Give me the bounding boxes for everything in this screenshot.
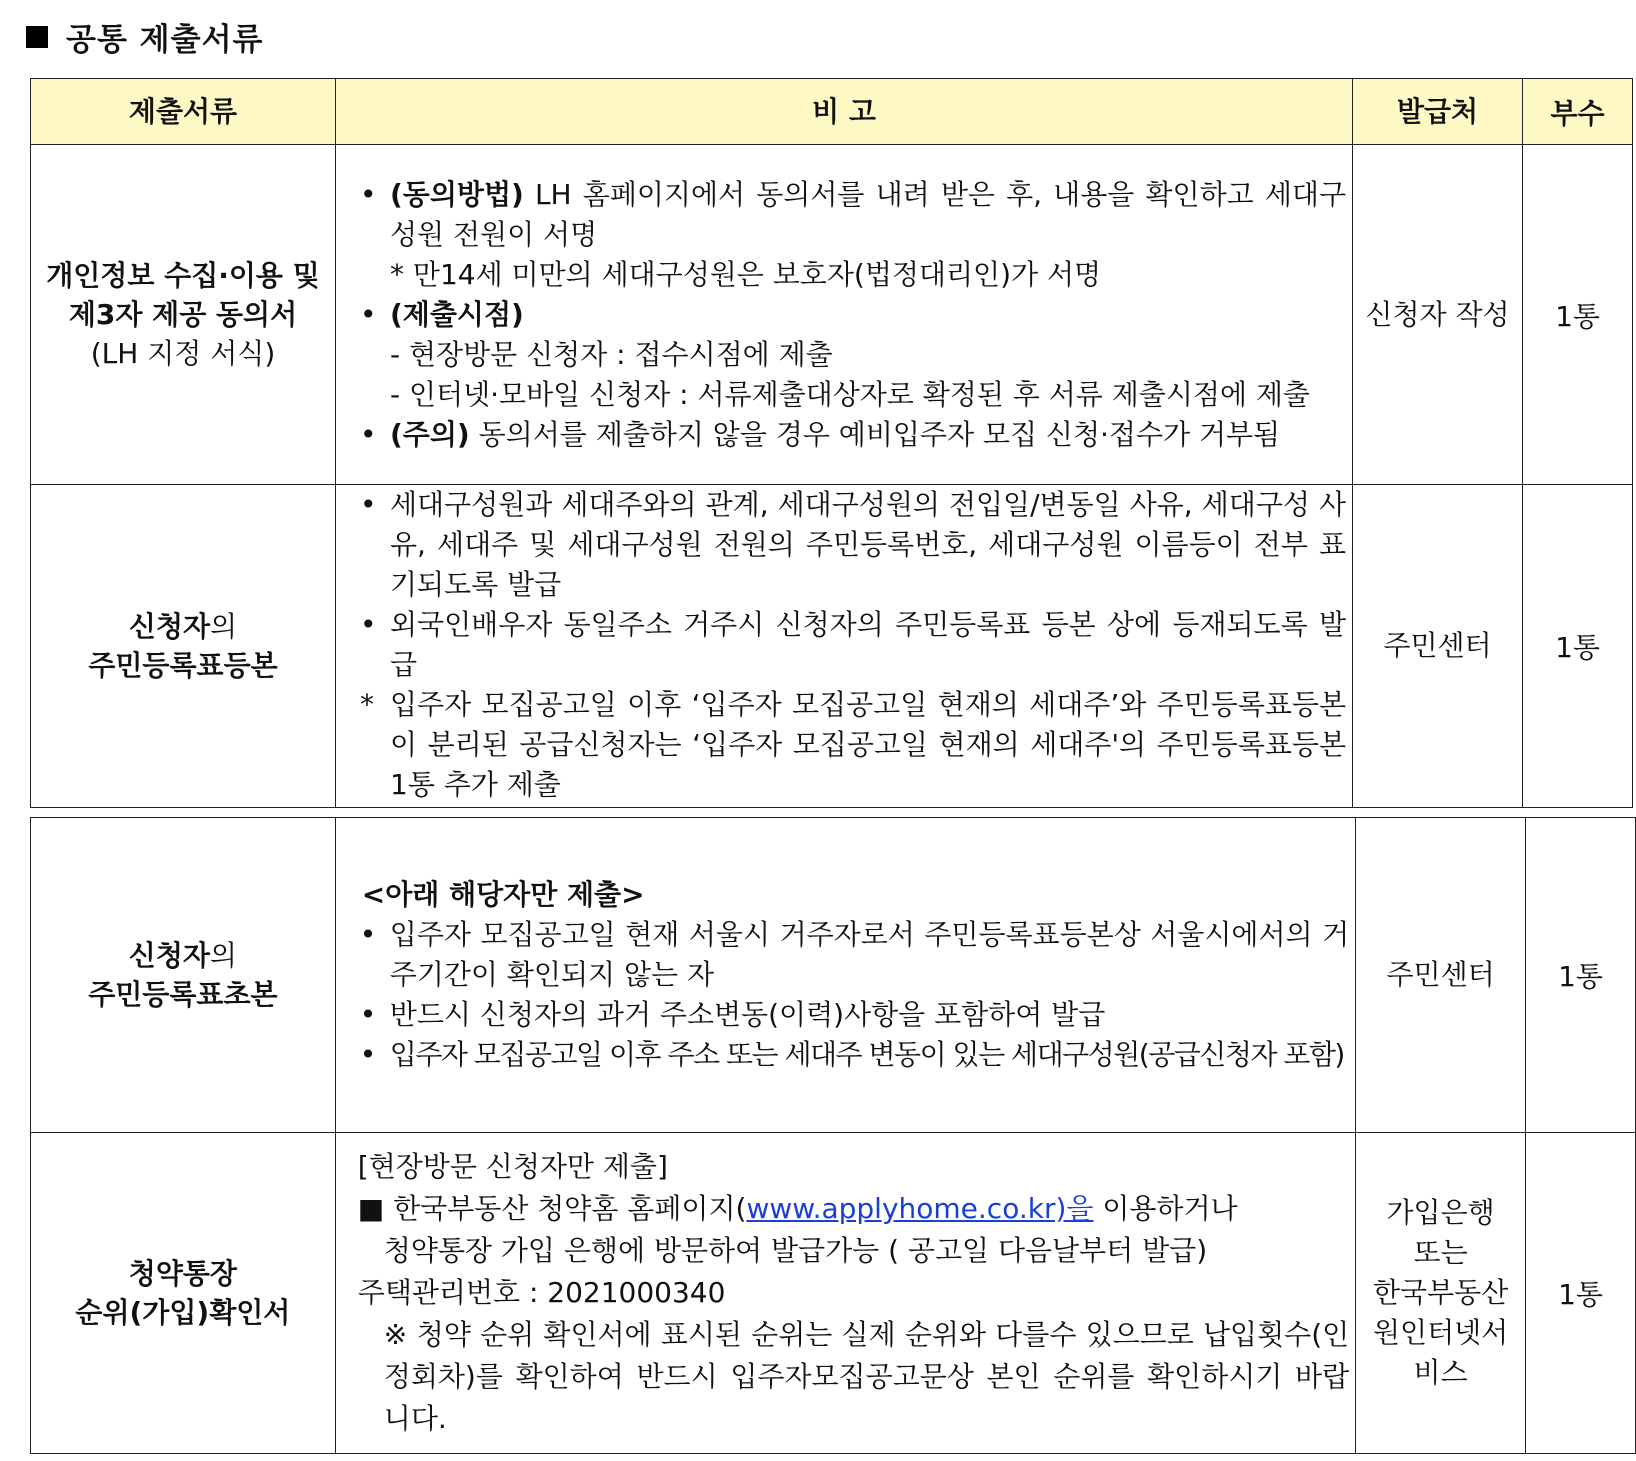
list-item (354, 605, 1346, 685)
doc-title-suffix: 의 (209, 939, 237, 972)
section-heading (26, 14, 263, 59)
issuer-cell: 주민센터 (1353, 485, 1523, 808)
list-item (354, 415, 1346, 455)
item-text: 반드시 신청자의 과거 주소변동(이력)사항을 포함하여 발급 (389, 998, 1106, 1031)
copies-cell: 1통 (1523, 485, 1633, 808)
table-row-consent (31, 145, 1633, 485)
doc-title-bold: 신청자 (128, 939, 210, 972)
issuer-cell (1356, 1133, 1526, 1454)
copies-cell: 1통 (1526, 818, 1636, 1133)
asterisk-icon: * (360, 688, 374, 721)
doc-title-line3: (LH 지정 서식) (90, 337, 276, 370)
doc-title-line1: 개인정보 수집·이용 및 (46, 259, 320, 292)
bullet-icon: • (359, 998, 377, 1031)
doc-title-suffix: 의 (210, 610, 238, 643)
issuer-line2: 또는 (1413, 1236, 1468, 1269)
item-text: 외국인배우자 동일주소 거주시 신청자의 주민등록표 등본 상에 등재되도록 발급 (390, 608, 1346, 681)
section-title: 공통 제출서류 (66, 22, 264, 58)
header-doc: 제출서류 (31, 79, 336, 145)
bullet-icon: • (359, 1038, 375, 1071)
doc-title-bold: 신청자 (128, 610, 211, 643)
sub-item: - 현장방문 신청자 : 접수시점에 제출 (390, 337, 833, 371)
header-copies: 부수 (1523, 79, 1633, 145)
bullet-icon: • (360, 177, 377, 211)
doc-cell (31, 818, 336, 1133)
item-text: 입주자 모집공고일 이후 ‘입주자 모집공고일 현재의 세대주’와 주민등록표등본이 분리된 공급신청자는 ‘입주자 모집공고일 현재의 세대주'의 주민등록표등본 1통 추가 제출 (390, 688, 1346, 801)
documents-table-part1 (30, 78, 1633, 808)
table-row-resident-abstract (31, 818, 1636, 1133)
item-text: LH 홈페이지에서 동의서를 내려 받은 후, 내용을 확인하고 세대구성원 전원이 서명 (390, 177, 1346, 251)
doc-cell (31, 1133, 336, 1454)
copies-cell: 1통 (1523, 145, 1633, 485)
note-cell (336, 485, 1353, 808)
note-cell (335, 1133, 1355, 1454)
note-cell (335, 818, 1355, 1133)
list-item (354, 175, 1346, 255)
bullet-icon: • (359, 918, 377, 951)
note-line3: 청약통장 가입 은행에 방문하여 발급가능 ( 공고일 다음날부터 발급) (383, 1234, 1208, 1267)
doc-cell (31, 485, 336, 808)
note-cell (336, 145, 1353, 485)
note-line5: ※ 청약 순위 확인서에 표시된 순위는 실제 순위와 다를수 있으므로 납입횟수(인정회차)를 확인하여 반드시 입주자모집공고문상 본인 순위를 확인하시기 바랍니다. (383, 1318, 1350, 1435)
copies-cell: 1통 (1526, 1133, 1636, 1454)
issuer-line3: 한국부동산원인터넷서비스 (1372, 1276, 1509, 1389)
issuer-line1: 가입은행 (1386, 1196, 1495, 1229)
doc-title-line2: 제3자 제공 동의서 (68, 298, 298, 331)
bullet-icon: • (360, 608, 377, 641)
note-line2-prefix: ■ 한국부동산 청약홈 홈페이지( (357, 1192, 747, 1225)
black-square-icon (26, 26, 48, 48)
table-row-resident-register (31, 485, 1633, 808)
bullet-icon: • (360, 297, 377, 331)
bullet-icon: • (360, 417, 377, 451)
issuer-cell: 신청자 작성 (1353, 145, 1523, 485)
note-line2-suffix: 이용하거나 (1093, 1192, 1238, 1225)
list-item (354, 915, 1349, 995)
doc-title-line1: 청약통장 (128, 1257, 237, 1290)
list-item (354, 485, 1346, 605)
table-row-subscription (31, 1133, 1636, 1454)
doc-title-line1 (32, 607, 334, 646)
item-text: 입주자 모집공고일 이후 주소 또는 세대주 변동이 있는 세대구성원(공급신청자 포함) (389, 1038, 1344, 1071)
documents-table-part2 (30, 817, 1636, 1454)
doc-cell (31, 145, 336, 485)
item-text: 입주자 모집공고일 현재 서울시 거주자로서 주민등록표등본상 서울시에서의 거주기간이 확인되지 않는 자 (389, 918, 1350, 991)
issuer-cell: 주민센터 (1356, 818, 1526, 1133)
header-note: 비 고 (336, 79, 1353, 145)
doc-title-line1 (32, 936, 334, 975)
bullet-icon: • (360, 488, 377, 521)
doc-title-line2: 주민등록표등본 (88, 649, 278, 682)
list-item (354, 1035, 1349, 1075)
note-line4: 주택관리번호 : 2021000340 (357, 1276, 726, 1309)
header-issuer: 발급처 (1353, 79, 1523, 145)
item-text: 동의서를 제출하지 않을 경우 예비입주자 모집 신청·접수가 거부됨 (469, 417, 1281, 451)
note-line1: [현장방문 신청자만 제출] (357, 1150, 668, 1183)
sub-item: - 인터넷·모바일 신청자 : 서류제출대상자로 확정된 후 서류 제출시점에 제출 (390, 377, 1310, 411)
applyhome-link[interactable]: www.applyhome.co.kr)을 (746, 1192, 1094, 1225)
doc-title-line2: 주민등록표초본 (88, 978, 278, 1011)
note-line2 (358, 1188, 1349, 1230)
doc-title-line2: 순위(가입)확인서 (75, 1296, 291, 1329)
table-header-row (31, 79, 1633, 145)
item-label: (제출시점) (390, 297, 524, 331)
item-note: * 만14세 미만의 세대구성원은 보호자(법정대리인)가 서명 (390, 257, 1102, 291)
list-item (354, 995, 1349, 1035)
list-item (354, 685, 1346, 805)
note-heading: <아래 해당자만 제출> (361, 878, 645, 911)
item-text: 세대구성원과 세대주와의 관계, 세대구성원의 전입일/변동일 사유, 세대구성 사유, 세대주 및 세대구성원 전원의 주민등록번호, 세대구성원 이름등이 전부 표기되도록 발급 (390, 488, 1346, 601)
list-item (354, 295, 1346, 335)
item-label: (동의방법) (390, 177, 524, 211)
item-label: (주의) (390, 417, 470, 451)
